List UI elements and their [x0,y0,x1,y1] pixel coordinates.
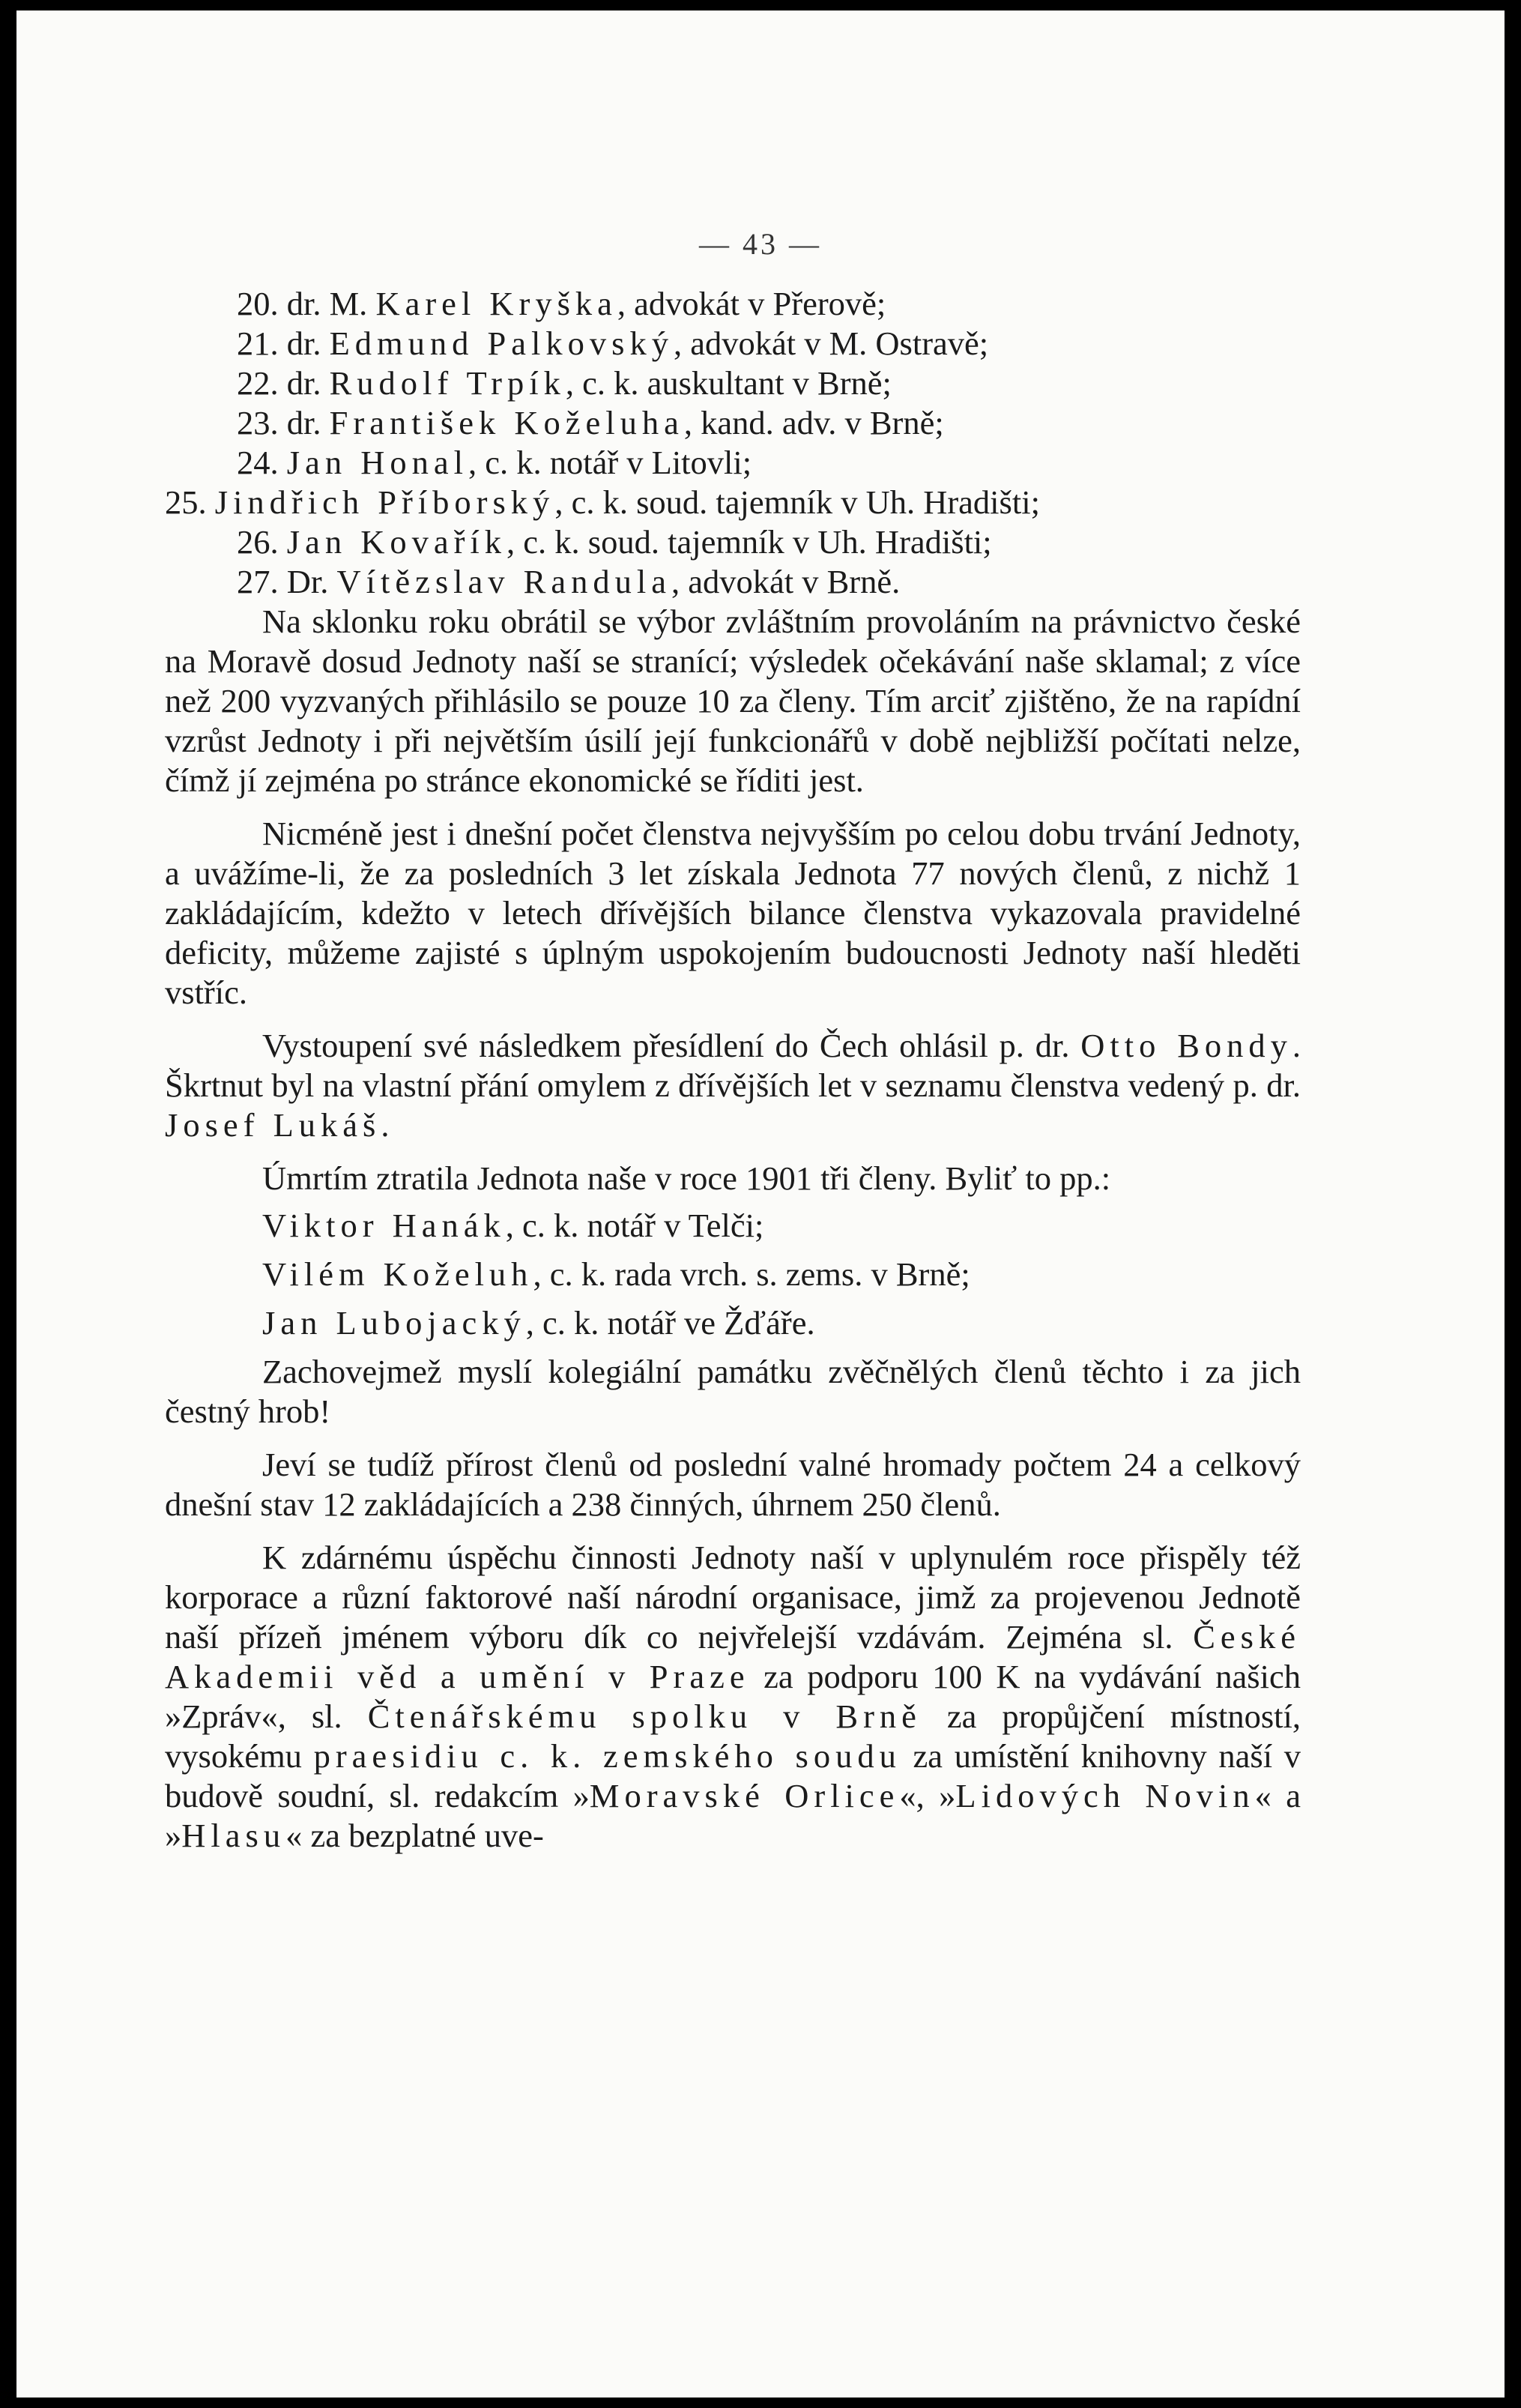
list-item: 22. dr. Rudolf Trpík, c. k. auskultant v Brně; [237,364,892,402]
newspaper-name: Hlasu [181,1817,286,1854]
list-item: 26. Jan Kovařík, c. k. soud. tajemník v Uh. Hradišti; [237,523,992,561]
institution-name: Čtenářskému spolku v Brně [367,1698,922,1735]
paragraph-memory: Zachovejmež myslí kolegiální památku zvěčnělých členů těchto i za jich čestný hrob! [165,1353,1301,1430]
list-item: Vilém Koželuh, c. k. rada vrch. s. zems. v Brně; [262,1255,970,1293]
list-item: 24. Jan Honal, c. k. notář v Litovli; [237,444,752,481]
person-name: Viktor Hanák [262,1207,506,1244]
institution-name: praesidiu c. k. zemského soudu [313,1737,901,1775]
paragraph-appeal: Na sklonku roku obrátil se výbor zvláštním provoláním na právnictvo české na Moravě dosud Jednoty naší se stranící; výsledek očekávání naše sklamal; z více než 200 vyzvaných přihlásilo se pouze 10 za členy. Tím arciť zjištěno, že na rapídní vzrůst Jednoty i při největším úsilí její funkcionářů v době nejbližší počítati nelze, čímž jí zejména po stránce ekonomické se říditi jest. [165,603,1301,799]
paragraph-deaths: Úmrtím ztratila Jednota naše v roce 1901 tři členy. Byliť to pp.: [262,1159,1111,1197]
deceased-list [165,1206,1301,1343]
list-item: Jan Lubojacký, c. k. notář ve Žďáře. [262,1304,815,1342]
list-item: 23. dr. František Koželuha, kand. adv. v Brně; [237,404,944,441]
member-list [165,284,1301,602]
member-name: Vítězslav Randula [336,563,671,600]
list-item: 25. Jindřich Příborský, c. k. soud. tajemník v Uh. Hradišti; [165,483,1040,521]
list-item: Viktor Hanák, c. k. notář v Telči; [262,1207,764,1244]
page-number: — 43 — [699,227,822,261]
person-name: Vilém Koželuh [262,1255,533,1293]
newspaper-name: Lidových Novin [955,1777,1255,1814]
member-name: Karel Kryška [375,285,617,322]
book-page [16,10,1505,2398]
list-item: 27. Dr. Vítězslav Randula, advokát v Brně. [237,563,901,600]
list-item: 20. dr. M. Karel Kryška, advokát v Přerově; [237,285,886,322]
member-name: Jindřich Příborský [214,483,555,521]
person-name: Otto Bondy [1080,1027,1292,1064]
page-text [165,284,1301,1856]
paragraph-thanks: K zdárnému úspěchu činnosti Jednoty naší v uplynulém roce přispěly též korporace a různí faktorové naší národní organisace, jimž za projevenou Jednotě naší přízeň jménem výboru dík co nejvřelejší vzdávám. Zejména sl. České Akademii věd a umění v Praze za podporu 100 K na vydávání našich »Zpráv«, sl. Čtenářskému spolku v Brně za propůjčení místností, vysokému praesidiu c. k. zemského soudu za umístění knihovny naší v budově soudní, sl. redakcím »Moravské Orlice«, »Lidových Novin« a »Hlasu« za bezplatné uve- [165,1539,1301,1854]
person-name: Josef Lukáš [165,1106,381,1144]
list-item: 21. dr. Edmund Palkovský, advokát v M. Ostravě; [237,325,989,362]
newspaper-name: Moravské Orlice [589,1777,900,1814]
person-name: Jan Lubojacký [262,1304,526,1342]
paragraph-resignations: Vystoupení své následkem přesídlení do Čech ohlásil p. dr. Otto Bondy. Škrtnut byl na vlastní přání omylem z dřívějších let v seznamu členstva vedený p. dr. Josef Lukáš. [165,1027,1301,1144]
member-name: Edmund Palkovský [329,325,674,362]
member-name: Rudolf Trpík [329,364,566,402]
member-name: Jan Kovařík [286,523,507,561]
paragraph-growth: Jeví se tudíž přírost členů od poslední valné hromady počtem 24 a celkový dnešní stav 12 zakládajících a 238 činných, úhrnem 250 členů. [165,1446,1301,1523]
member-name: Jan Honal [286,444,468,481]
paragraph-membership: Nicméně jest i dnešní počet členstva nejvyšším po celou dobu trvání Jednoty, a uvážíme-li, že za posledních 3 let získala Jednota 77 nových členů, z nichž 1 zakládajícím, kdežto v letech dřívějších bilance členstva vykazovala pravidelné deficity, můžeme zajisté s úplným uspokojením budoucnosti Jednoty naší hleděti vstříc. [165,815,1301,1011]
institution-name: České Akademii věd a umění v Praze [165,1618,1301,1695]
member-name: František Koželuha [329,404,684,441]
